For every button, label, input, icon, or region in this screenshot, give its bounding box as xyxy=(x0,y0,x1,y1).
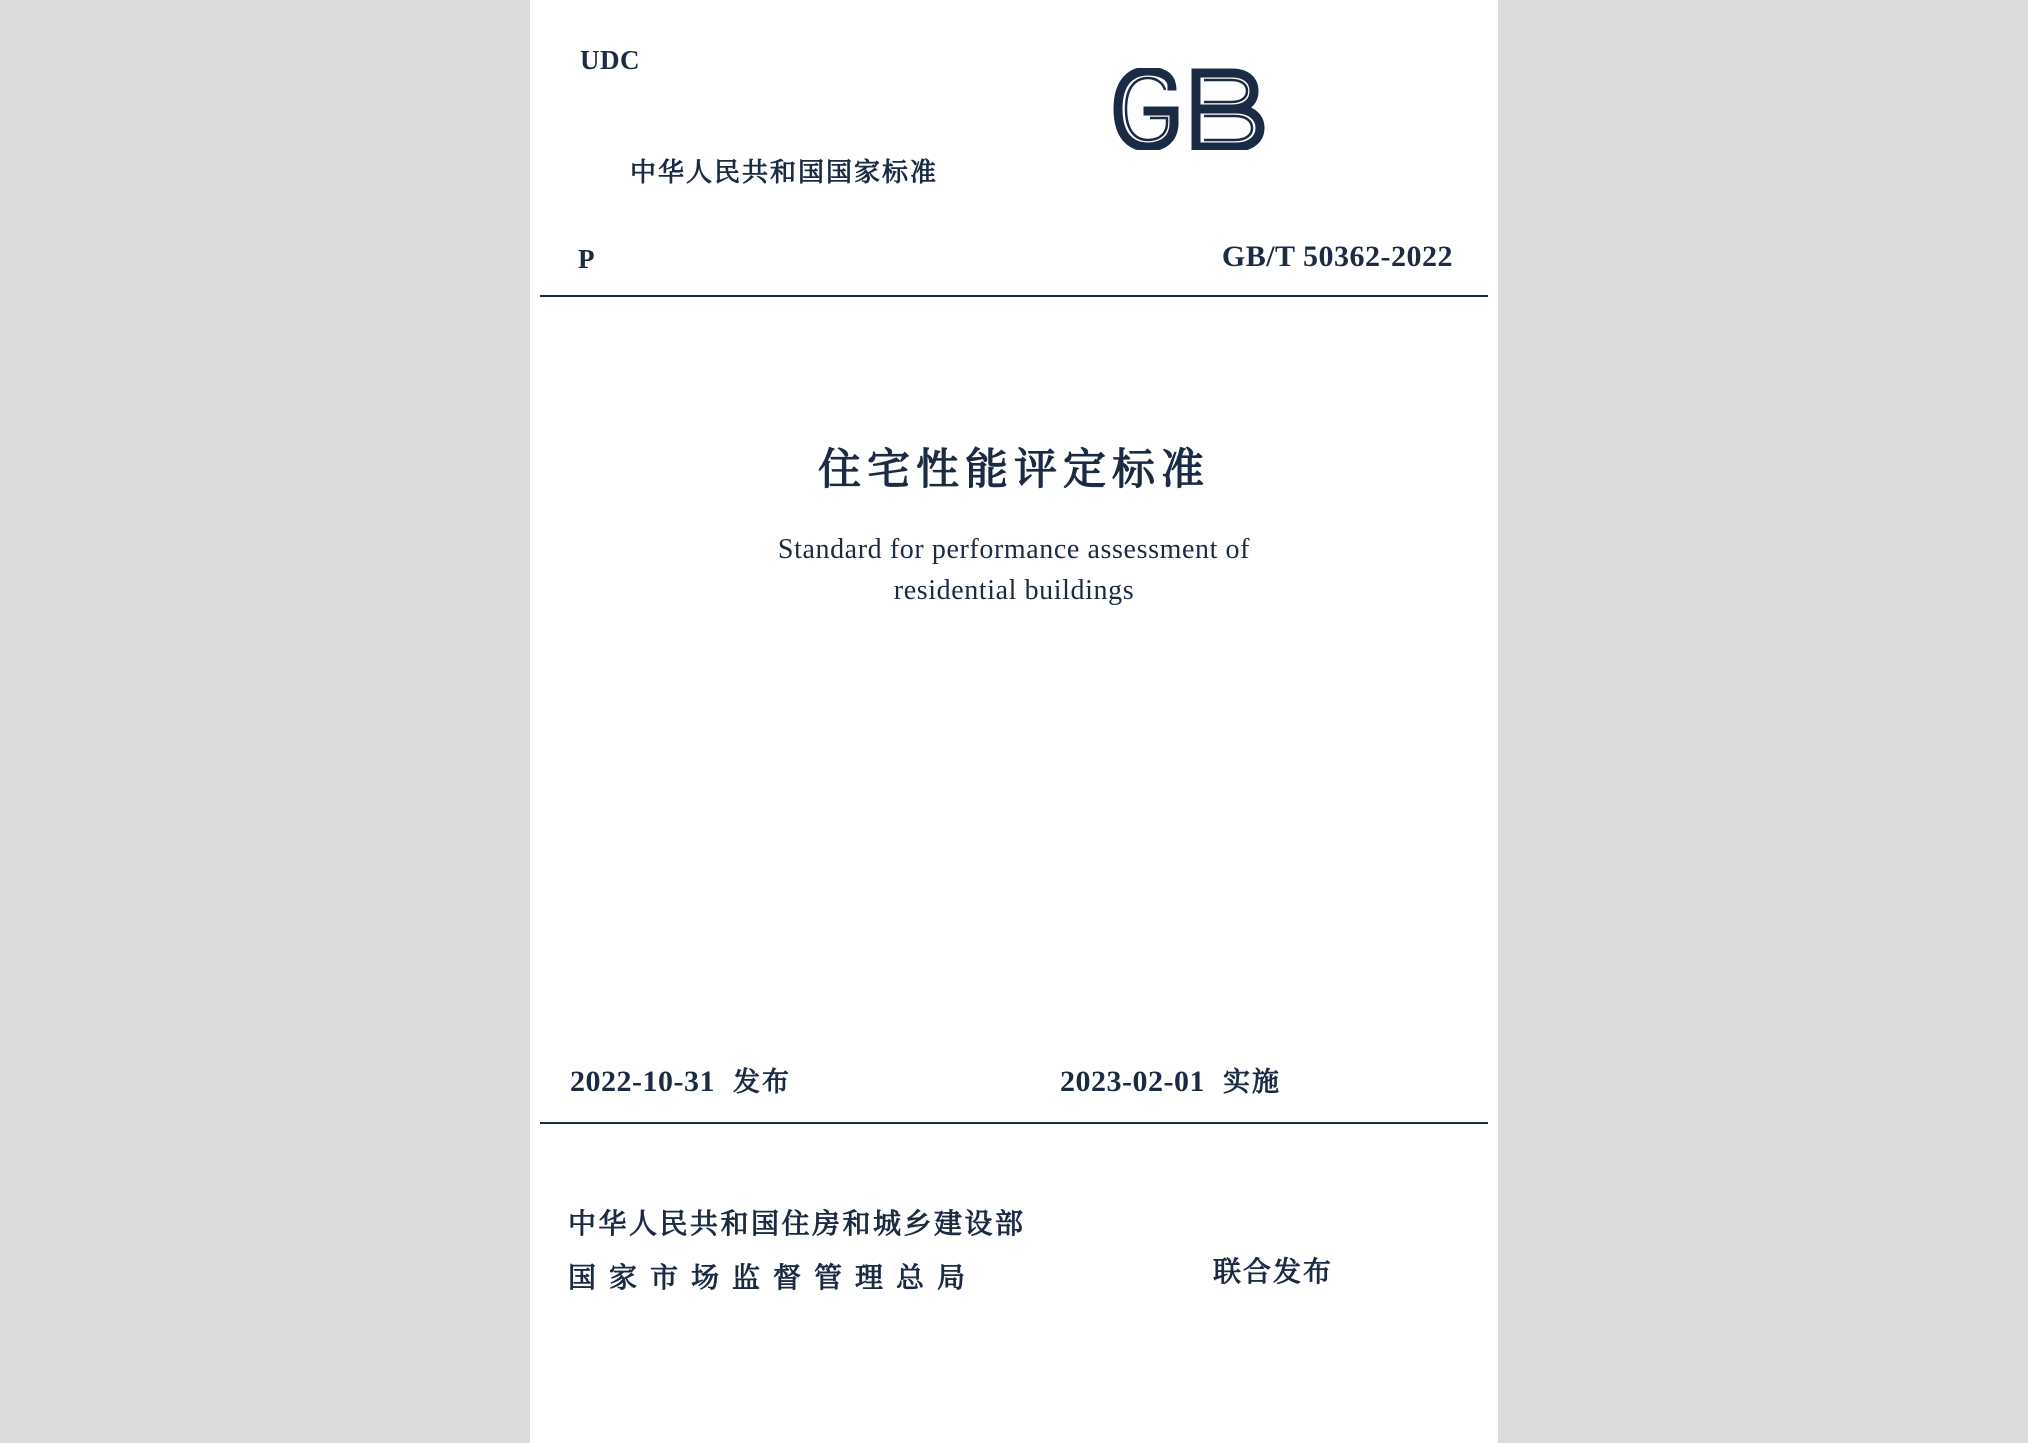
classification-letter: P xyxy=(578,244,595,274)
divider-top xyxy=(540,295,1488,297)
issuer-line-1: 中华人民共和国住房和城乡建设部 xyxy=(568,1207,1026,1240)
divider-bottom xyxy=(540,1122,1488,1124)
issuer-line-2: 国家市场监督管理总局 xyxy=(568,1261,979,1294)
effective-date-group xyxy=(1060,1060,1281,1099)
effective-date: 2023-02-01 xyxy=(1060,1065,1205,1098)
issuer-block xyxy=(568,1202,1468,1296)
cover-content xyxy=(530,0,1498,1443)
page-title: 住宅性能评定标准 xyxy=(818,445,1210,495)
subtitle-line-1: Standard for performance assessment of xyxy=(777,534,1251,565)
publish-word: 发布 xyxy=(732,1067,791,1098)
page-subtitle xyxy=(530,530,1498,611)
publish-date: 2022-10-31 xyxy=(570,1065,715,1098)
document-page xyxy=(530,0,1498,1443)
subtitle-line-2: residential buildings xyxy=(893,574,1135,606)
date-row xyxy=(530,1060,1498,1102)
publish-date-group xyxy=(570,1060,791,1099)
standard-number: GB/T 50362-2022 xyxy=(1221,240,1453,273)
national-standard-label: 中华人民共和国国家标准 xyxy=(630,158,939,188)
gb-logo-icon xyxy=(1110,68,1290,150)
udc-label: UDC xyxy=(580,45,640,75)
effective-word: 实施 xyxy=(1222,1067,1281,1098)
joint-issue-label: 联合发布 xyxy=(1213,1255,1334,1288)
